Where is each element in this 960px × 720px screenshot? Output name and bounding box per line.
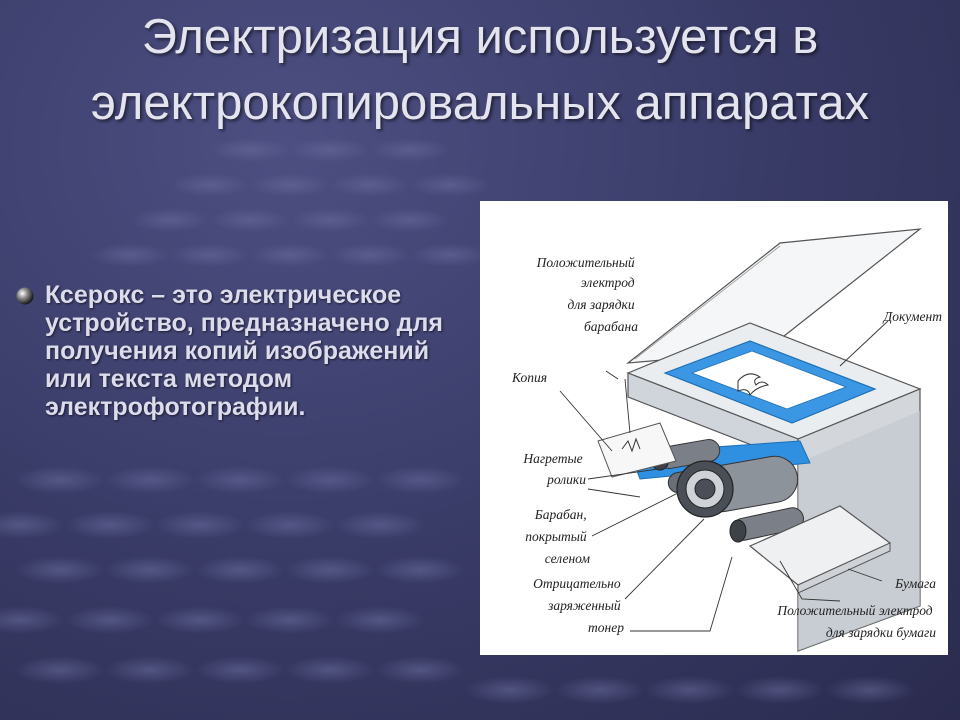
xerox-diagram xyxy=(480,201,948,655)
sphere-bullet-icon xyxy=(16,287,34,305)
label-positive-electrode-paper: Положительный электрод для зарядки бумаги xyxy=(777,603,936,640)
label-drum: Барабан, покрытый селеном xyxy=(525,507,590,566)
slide-title: Электризация используется в электрокопировальных аппаратах xyxy=(90,10,870,130)
label-copy: Копия xyxy=(512,370,547,385)
label-positive-electrode-drum: Положительный электрод для зарядки барабана xyxy=(536,255,638,334)
bullet-text: Ксерокс – это электрическое устройство, предназначено для получения копий изображений или текста методом электрофотографии. xyxy=(45,281,444,421)
label-heated-rollers: Нагретые ролики xyxy=(523,451,586,487)
selenium-drum xyxy=(677,453,801,517)
label-paper: Бумага xyxy=(895,576,936,591)
label-document: Документ xyxy=(883,309,942,324)
label-toner: Отрицательно заряженный тонер xyxy=(533,576,624,635)
